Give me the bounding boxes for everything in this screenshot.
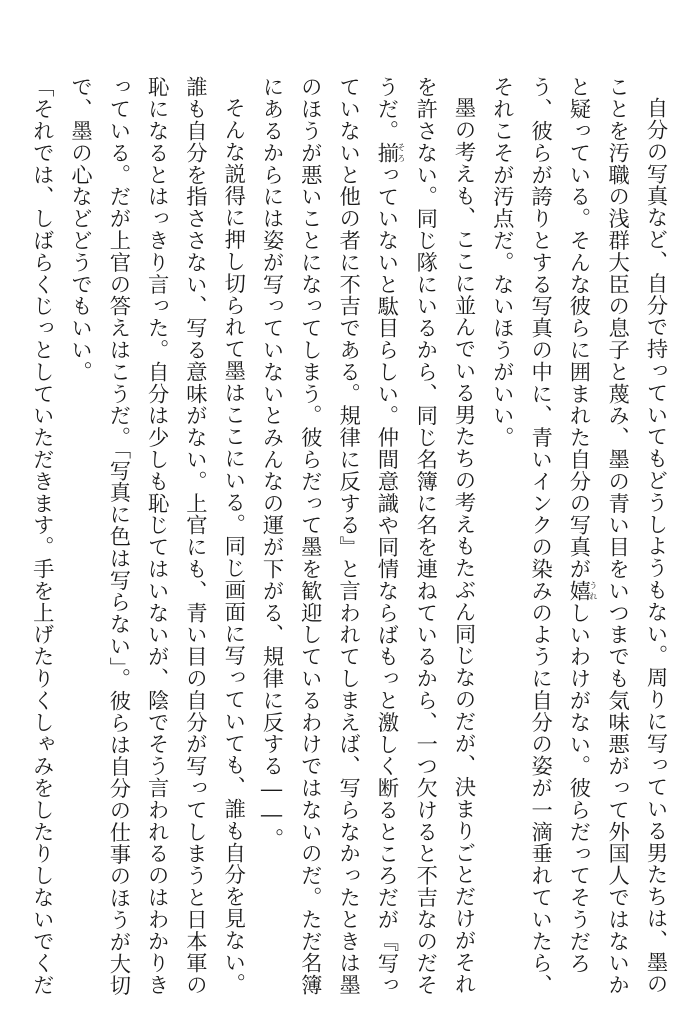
text-line-16: で、墨の心などどうでもいい。 [67,76,93,383]
text-line-12: そんな説得に押し切られて墨はここにいる。同じ画面に写っていても、誰も自分を見ない。 [220,97,246,995]
text-line-11: にあるからには姿が写っていないとみんなの運が下がる、規律に反する――。 [259,76,285,850]
text-line-3 [559,76,598,974]
text-line-14: 恥になるとはっきり言った。自分は少しも恥じてはいないが、陰でそう言われるのはわかりき [144,76,170,996]
text-line-13: 誰も自分を指ささない、写る意味がない。上官にも、青い目の自分が写ってしまうと日本軍の [182,76,208,996]
ruby-base: 嬉 [565,579,591,602]
text-line-9: ていないと他の者に不吉である。規律に反する』と言われてしまえば、写らなかったときは墨 [335,76,361,996]
text-line-2: ことを汚職の浅群大臣の息子と蔑み、墨の青い目をいつまでも気味悪がって外国人ではないか [604,76,630,996]
text-segment: と疑っている。そんな彼らに囲まれた自分の写真が [565,76,591,580]
furigana-ruby [373,141,406,164]
text-line-7: を許さない。同じ隊にいるから、同じ名簿に名を連ねているから、一つ欠けると不吉なのだそ [412,76,438,996]
ruby-reading: うれ [588,579,598,602]
text-line-17: 「それでは、しばらくじっとしていただきます。手を上げたりくしゃみをしたりしないでくだ [29,76,55,996]
body-text [22,76,674,997]
furigana-ruby [565,579,598,602]
text-line-1: 自分の写真など、自分で持っていてもどうしようもない。周りに写っている男たちは、墨の [643,97,668,995]
text-line-5: それこそが汚点だ。ないほうがいい。 [489,76,515,449]
text-segment: しいわけがない。彼らだってそうだろ [565,601,591,974]
text-line-15: っている。だが上官の答えはこうだ。「写真に色は写らない」。彼らは自分の仕事のほうが大切 [105,76,131,997]
text-line-10: のほうが悪いことになってしまう。彼らだって墨を歓迎しているわけではないのだ。ただ名簿 [297,76,323,996]
text-line-6: 墨の考えも、ここに並んでいる男たちの考えもたぶん同じなのだが、決まりごとだけがそれ [451,97,477,995]
text-segment: うだ。 [373,76,399,142]
ruby-base: 揃 [373,141,399,164]
text-line-4: う、彼らが誇りとする写真の中に、青いインクの染みのように自分の姿が一滴垂れていたら、 [527,76,553,996]
text-line-8 [367,76,406,996]
ruby-reading: そろ [396,141,406,164]
text-segment: っていないと駄目らしい。仲間意識や同情ならばもっと激しく断るところだが『写っ [373,163,399,996]
